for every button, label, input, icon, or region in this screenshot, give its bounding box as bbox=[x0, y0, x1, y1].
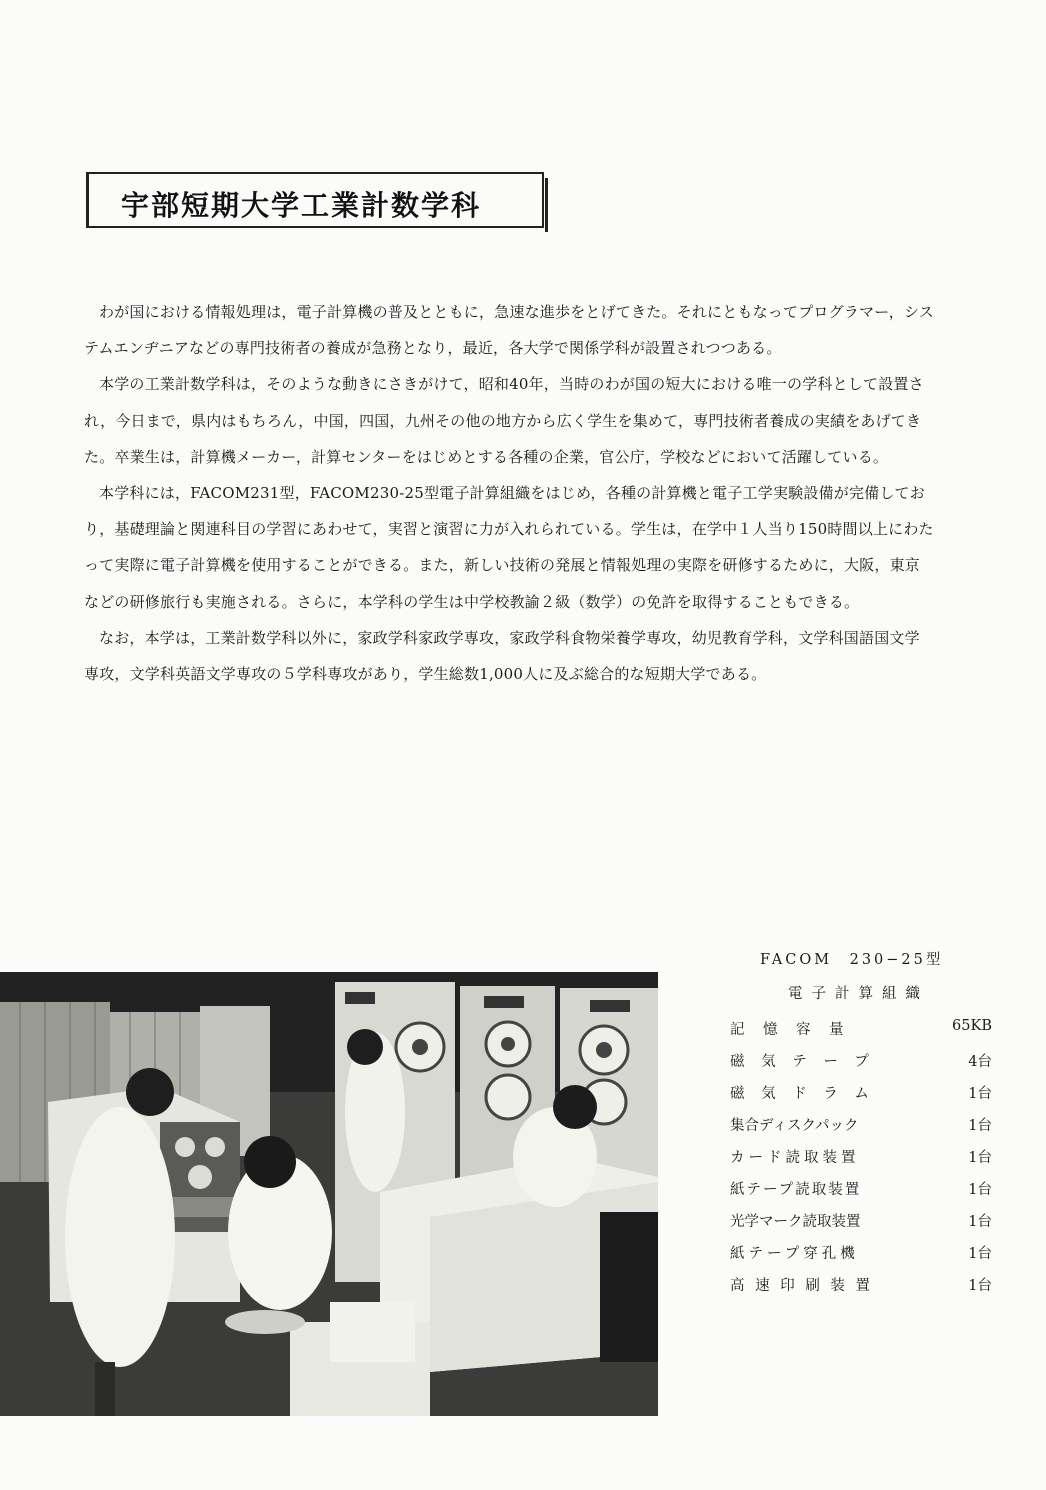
spec-label: 磁 気 テ ー プ bbox=[730, 1054, 875, 1070]
spec-label: 高 速 印 刷 装 置 bbox=[730, 1278, 874, 1294]
caption-subtitle: 電子計算組織 bbox=[788, 986, 929, 1002]
spec-row-paper-tape-punch bbox=[730, 1242, 992, 1272]
spec-value: 4台 bbox=[968, 1054, 992, 1070]
spec-value: 1台 bbox=[968, 1246, 992, 1262]
spec-row-magnetic-tape bbox=[730, 1050, 992, 1080]
spec-value: 1台 bbox=[968, 1182, 992, 1198]
spec-value: 65KB bbox=[952, 1018, 992, 1034]
spec-value: 1台 bbox=[968, 1118, 992, 1134]
spec-row-printer bbox=[730, 1274, 992, 1304]
spec-value: 1台 bbox=[968, 1150, 992, 1166]
spec-label: 記 憶 容 量 bbox=[730, 1022, 846, 1038]
spec-row-disk-pack bbox=[730, 1114, 992, 1144]
spec-value: 1台 bbox=[968, 1086, 992, 1102]
caption-title: FACOM 230−25型 bbox=[760, 952, 944, 968]
paragraph-1: わが国における情報処理は，電子計算機の普及とともに，急速な進歩をとげてきた。それにともなってプログラマー，システムエンヂニアなどの専門技術者の養成が急務となり，最近，各大学で関係学科が設置されつつある。 bbox=[84, 303, 934, 358]
spec-row-magnetic-drum bbox=[730, 1082, 992, 1112]
spec-row-memory bbox=[730, 1018, 992, 1048]
paragraph-4: なお，本学は，工業計数学科以外に，家政学科家政学専攻，家政学科食物栄養学専攻，幼児教育学科，文学科国語国文学専攻，文学科英語文学専攻の５学科専攻があり，学生総数1,000人に及ぶ総合的な短期大学である。 bbox=[84, 628, 920, 684]
spec-label: 紙テープ読取装置 bbox=[730, 1182, 862, 1198]
spec-label: 集合ディスクパック bbox=[730, 1118, 859, 1134]
spec-row-card-reader bbox=[730, 1146, 992, 1176]
spec-label: 光学マーク読取装置 bbox=[730, 1214, 861, 1230]
spec-row-optical-mark-reader bbox=[730, 1210, 992, 1240]
spec-label: 磁 気 ド ラ ム bbox=[730, 1086, 875, 1102]
paragraph-2: 本学の工業計数学科は，そのような動きにさきがけて，昭和40年，当時のわが国の短大における唯一の学科として設置され，今日まで，県内はもちろん，中国，四国，九州その他の地方から広く学生を集めて，専門技術者養成の実績をあげてきた。卒業生は，計算機メーカー，計算センターをはじめとする各種の企業，官公庁，学校などにおいて活躍している。 bbox=[84, 375, 924, 466]
spec-value: 1台 bbox=[968, 1214, 992, 1230]
spec-row-paper-tape-reader bbox=[730, 1178, 992, 1208]
body-text bbox=[84, 294, 934, 692]
title-box bbox=[86, 172, 544, 228]
computer-room-photo bbox=[0, 972, 658, 1416]
paragraph-3: 本学科には，FACOM231型，FACOM230-25型電子計算組織をはじめ，各種の計算機と電子工学実験設備が完備しており，基礎理論と関連科目の学習にあわせて，実習と演習に力が入れられている。学生は，在学中１人当り150時間以上にわたって実際に電子計算機を使用することができる。また，新しい技術の発展と情報処理の実際を研修するために，大阪，東京などの研修旅行も実施される。さらに，本学科の学生は中学校教諭２級（数学）の免許を取得することもできる。 bbox=[84, 484, 934, 611]
spec-value: 1台 bbox=[968, 1278, 992, 1294]
spec-label: 紙テープ穿孔機 bbox=[730, 1246, 859, 1262]
spec-label: カード読取装置 bbox=[730, 1150, 860, 1166]
page-title: 宇部短期大学工業計数学科 bbox=[121, 189, 482, 222]
